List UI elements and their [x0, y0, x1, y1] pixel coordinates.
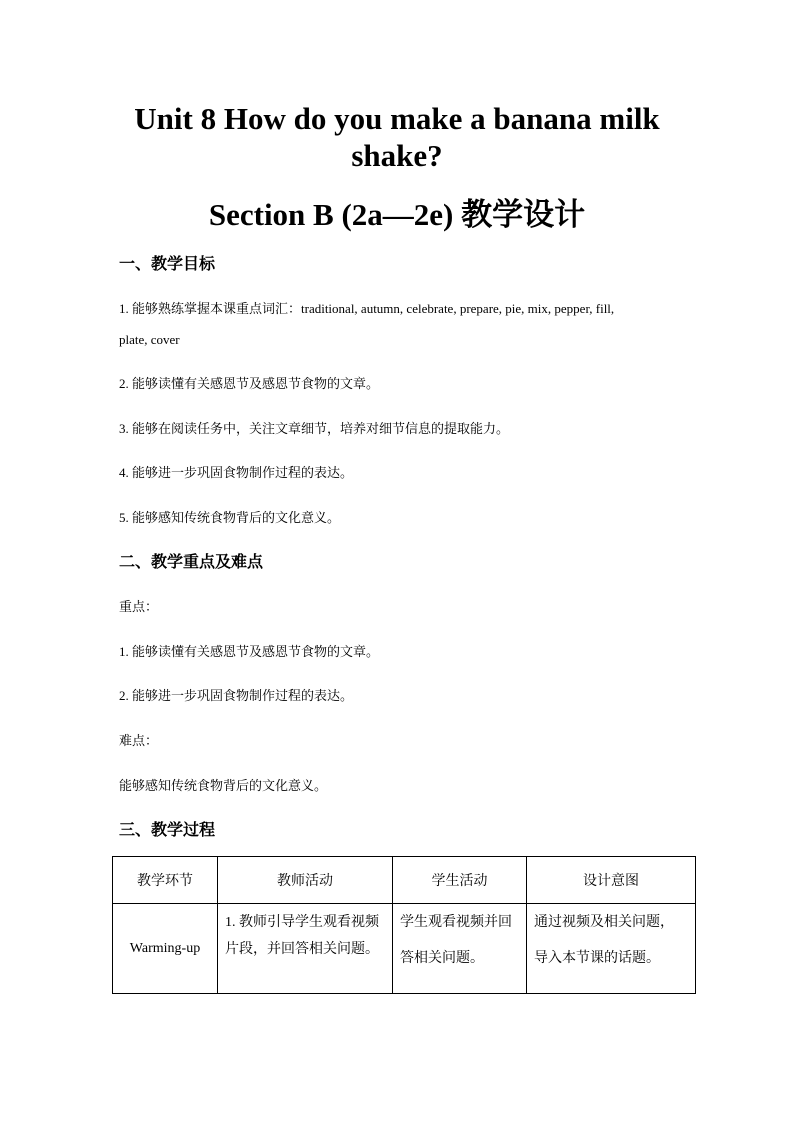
difficulty-label: 难点：: [119, 733, 159, 748]
section-subtitle: Section B (2a—2e) 教学设计: [208, 197, 586, 232]
focus-label: 重点：: [119, 599, 159, 614]
key-points-heading: 二、教学重点及难点: [119, 552, 264, 571]
teacher-activity-line-2: 片段，并回答相关问题。: [225, 942, 379, 957]
process-heading: 三、教学过程: [119, 820, 216, 839]
objective-item-1-line-1: 1. 能够熟练掌握本课重点词汇：traditional, autumn, celebrate, prepare, pie, mix, pepper, fill,: [119, 301, 615, 316]
column-header-stage: 教学环节: [113, 857, 218, 904]
title-line-1: Unit 8 How do you make a banana milk: [134, 101, 660, 136]
design-intent-line-1: 通过视频及相关问题，: [534, 915, 674, 930]
objective-item-5: 5. 能够感知传统食物背后的文化意义。: [119, 510, 341, 525]
teacher-activity-line-1: 1. 教师引导学生观看视频: [225, 915, 379, 930]
difficulty-item-1: 能够感知传统食物背后的文化意义。: [119, 778, 328, 793]
student-activity-line-1: 学生观看视频并回: [400, 915, 512, 930]
objective-item-2: 2. 能够读懂有关感恩节及感恩节食物的文章。: [119, 376, 380, 391]
focus-item-1: 1. 能够读懂有关感恩节及感恩节食物的文章。: [119, 644, 380, 659]
column-header-design-intent: 设计意图: [527, 857, 696, 904]
page-title: [110, 100, 684, 174]
column-header-teacher-activity: 教师活动: [218, 857, 393, 904]
objective-item-1-line-2: plate, cover: [119, 332, 180, 347]
objective-item-4: 4. 能够进一步巩固食物制作过程的表达。: [119, 465, 354, 480]
objectives-heading: 一、教学目标: [119, 254, 216, 273]
student-activity-cell: [393, 904, 527, 994]
teacher-activity-cell: [218, 904, 393, 994]
focus-item-2: 2. 能够进一步巩固食物制作过程的表达。: [119, 688, 354, 703]
objective-item-3: 3. 能够在阅读任务中，关注文章细节，培养对细节信息的提取能力。: [119, 421, 510, 436]
teaching-process-table: [112, 856, 696, 994]
table-header-row: [113, 857, 696, 904]
student-activity-line-2: 答相关问题。: [400, 951, 484, 966]
design-intent-line-2: 导入本节课的话题。: [534, 951, 660, 966]
stage-cell: Warming-up: [113, 904, 218, 994]
design-intent-cell: [527, 904, 696, 994]
table-row: [113, 904, 696, 994]
column-header-student-activity: 学生活动: [393, 857, 527, 904]
title-line-2: shake?: [351, 138, 443, 173]
